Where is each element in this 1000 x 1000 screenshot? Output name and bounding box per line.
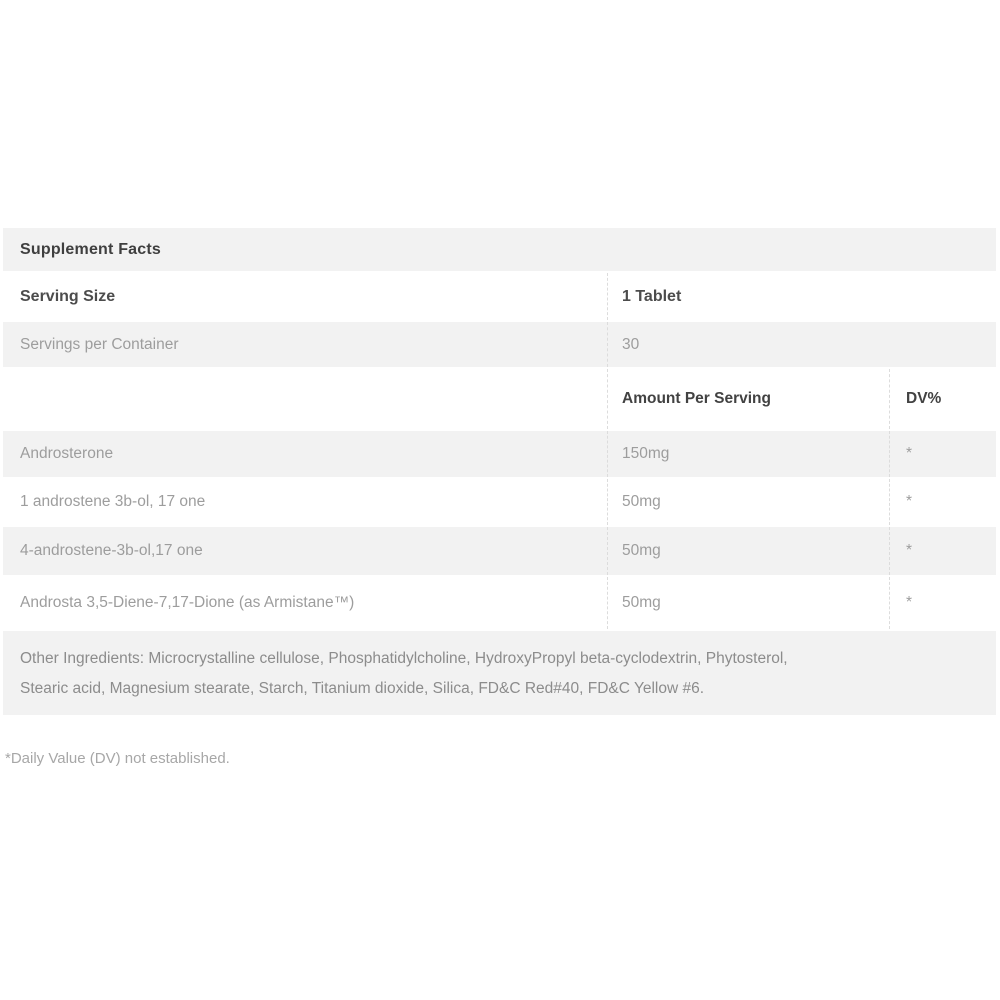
supplement-facts-table (3, 228, 996, 715)
other-ingredients-line-2: Stearic acid, Magnesium stearate, Starch, Titanium dioxide, Silica, FD&C Red#40, FD&C Yellow #6. (20, 680, 705, 697)
ingredient-name: Androsta 3,5-Diene-7,17-Dione (as Armistane™) (20, 594, 355, 611)
dv-percent-header: DV% (889, 369, 996, 429)
daily-value-footnote: *Daily Value (DV) not established. (5, 750, 230, 767)
other-ingredients-row (3, 631, 996, 715)
ingredient-name: Androsterone (20, 445, 114, 462)
ingredient-row (3, 431, 996, 477)
ingredient-amount: 50mg (607, 527, 889, 575)
serving-size-row (3, 273, 996, 320)
empty-header-cell (3, 369, 607, 429)
ingredient-row (3, 527, 996, 575)
other-ingredients-line-1: Other Ingredients: Microcrystalline cellulose, Phosphatidylcholine, HydroxyPropyl beta-cyclodextrin, Phytosterol, (20, 650, 788, 667)
ingredient-row (3, 577, 996, 629)
amount-per-serving-header: Amount Per Serving (607, 369, 889, 429)
ingredient-amount: 150mg (607, 431, 889, 477)
ingredient-row (3, 479, 996, 525)
ingredient-name: 1 androstene 3b-ol, 17 one (20, 493, 206, 510)
servings-per-container-value: 30 (607, 322, 996, 367)
column-header-row (3, 369, 996, 429)
serving-size-value: 1 Tablet (607, 273, 996, 320)
ingredient-dv: * (889, 479, 996, 525)
ingredient-name: 4-androstene-3b-ol,17 one (20, 542, 203, 559)
ingredient-dv: * (889, 527, 996, 575)
table-title-row (3, 228, 996, 271)
ingredient-amount: 50mg (607, 577, 889, 629)
ingredient-amount: 50mg (607, 479, 889, 525)
serving-size-label: Serving Size (20, 287, 116, 305)
servings-per-container-row (3, 322, 996, 367)
table-title: Supplement Facts (20, 240, 162, 258)
ingredient-dv: * (889, 577, 996, 629)
servings-per-container-label: Servings per Container (20, 335, 179, 353)
ingredient-dv: * (889, 431, 996, 477)
